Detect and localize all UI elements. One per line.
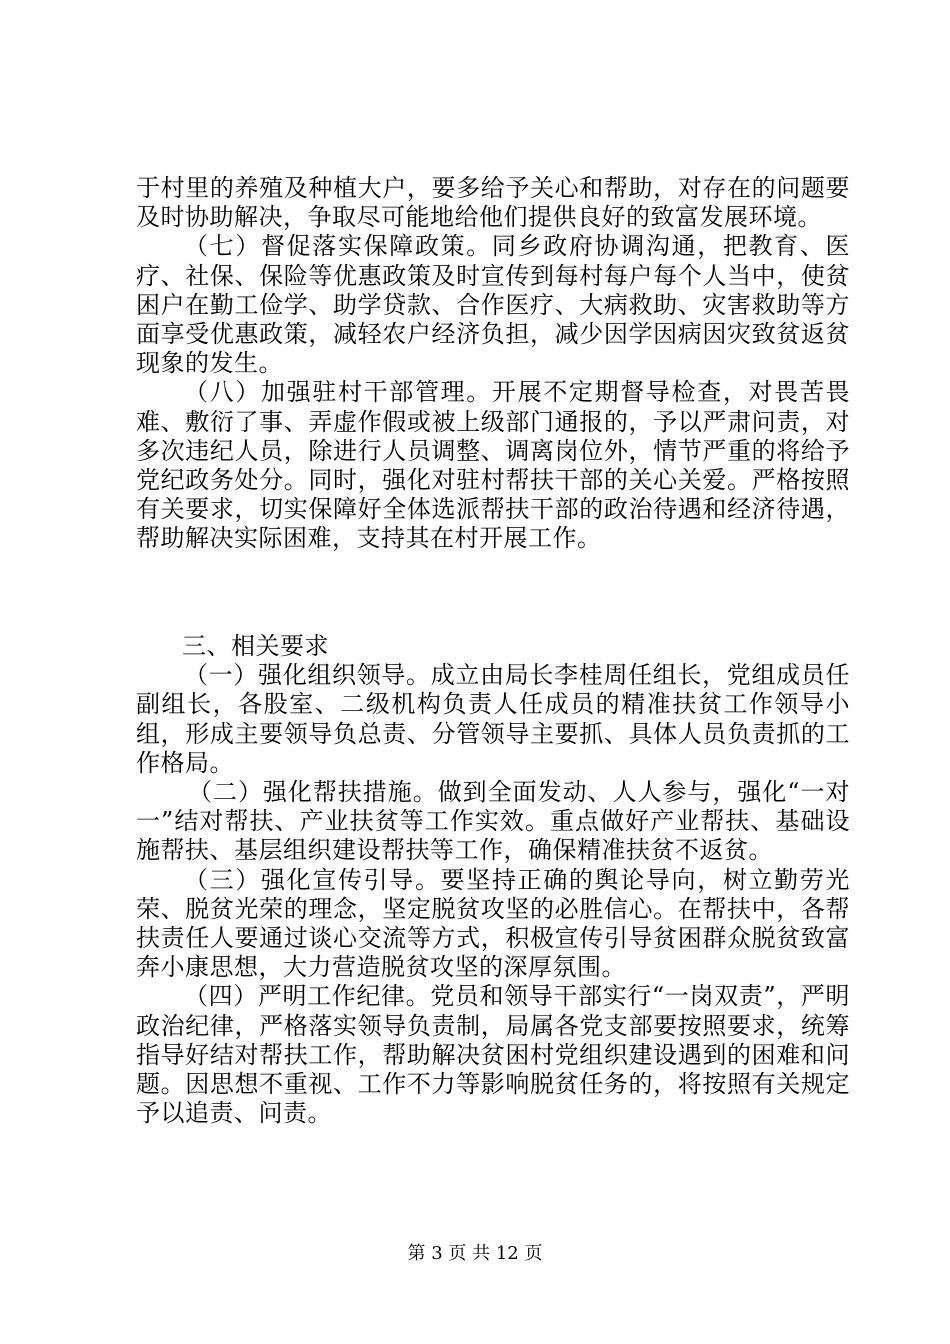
body-text-upper — [136, 174, 850, 554]
page-footer: 第 3 页 共 12 页 — [407, 1243, 543, 1264]
paragraph-requirement-3: （三）强化宣传引导。要坚持正确的舆论导向，树立勤劳光荣、脱贫光荣的理念，坚定脱贫攻坚的必胜信心。在帮扶中，各帮扶责任人要通过谈心交流等方式，积极宣传引导贫困群众脱贫致富奔小康思想，大力营造脱贫攻坚的深厚氛围。 — [136, 865, 850, 982]
paragraph-measure-7: （七）督促落实保障政策。同乡政府协调沟通，把教育、医疗、社保、保险等优惠政策及时宣传到每村每户每个人当中，使贫困户在勤工俭学、助学贷款、合作医疗、大病救助、灾害救助等方面享受优惠政策，减轻农户经济负担，减少因学因病因灾致贫返贫现象的发生。 — [136, 232, 850, 378]
paragraph-requirement-4: （四）严明工作纪律。党员和领导干部实行“一岗双责”，严明政治纪律，严格落实领导负责制，局属各党支部要按照要求，统筹指导好结对帮扶工作，帮助解决贫困村党组织建设遇到的困难和问题。因思想不重视、工作不力等影响脱贫任务的，将按照有关规定予以追责、问责。 — [136, 982, 850, 1128]
paragraph-measure-8: （八）加强驻村干部管理。开展不定期督导检查，对畏苦畏难、敷衍了事、弄虚作假或被上级部门通报的，予以严肃问责，对多次违纪人员，除进行人员调整、调离岗位外，情节严重的将给予党纪政务处分。同时，强化对驻村帮扶干部的关心关爱。严格按照有关要求，切实保障好全体选派帮扶干部的政治待遇和经济待遇，帮助解决实际困难，支持其在村开展工作。 — [136, 378, 850, 553]
body-text-lower — [136, 632, 850, 1128]
paragraph-requirement-2: （二）强化帮扶措施。做到全面发动、人人参与，强化“一对一”结对帮扶、产业扶贫等工作实效。重点做好产业帮扶、基础设施帮扶、基层组织建设帮扶等工作，确保精准扶贫不返贫。 — [136, 778, 850, 865]
section-heading-requirements: 三、相关要求 — [182, 632, 329, 660]
paragraph-requirement-1: （一）强化组织领导。成立由局长李桂周任组长，党组成员任副组长，各股室、二级机构负责人任成员的精准扶贫工作领导小组，形成主要领导负总责、分管领导主要抓、具体人员负责抓的工作格局。 — [136, 661, 850, 777]
paragraph-continuation: 于村里的养殖及种植大户，要多给予关心和帮助，对存在的问题要及时协助解决，争取尽可能地给他们提供良好的致富发展环境。 — [136, 174, 850, 232]
